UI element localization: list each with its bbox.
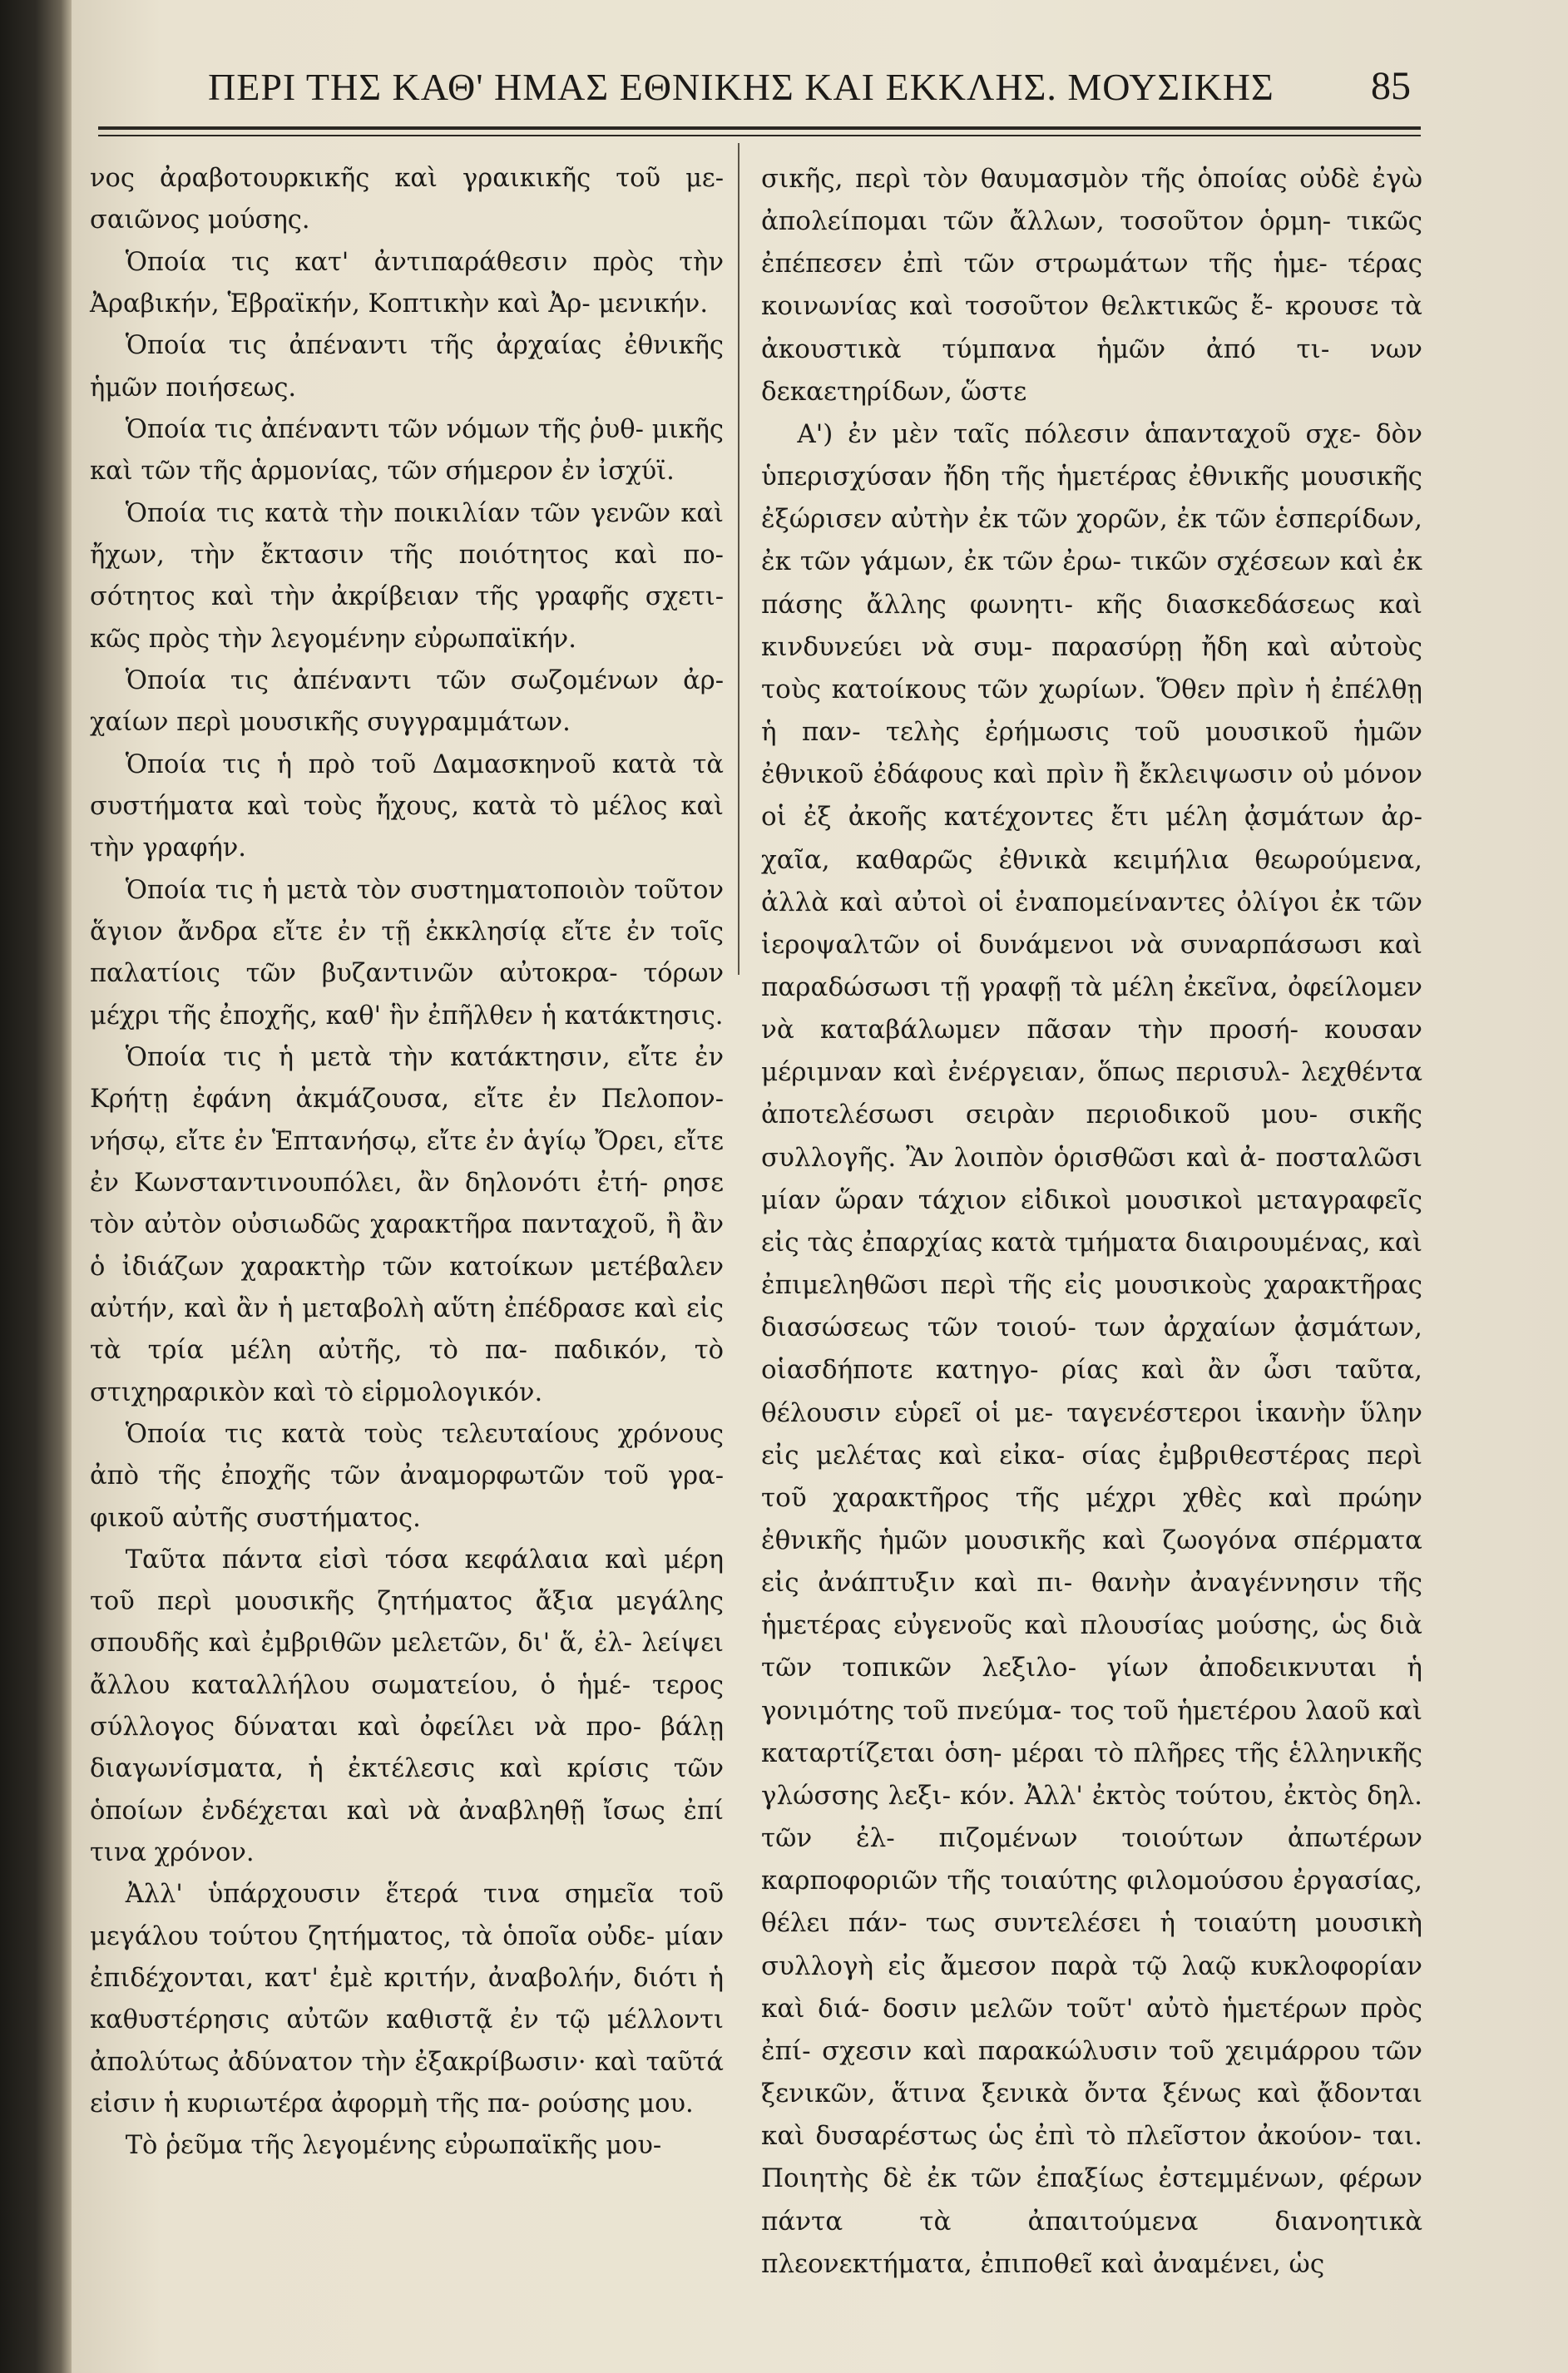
book-binding-shadow (0, 0, 72, 2373)
paragraph: Α') ἐν μὲν ταῖς πόλεσιν ἁπανταχοῦ σχε- δὸν ὑπερισχύσαν ἤδη τῆς ἡμετέρας ἐθνικῆς μουσικῆς ἐξώρισεν αὐτὴν ἐκ τῶν χορῶν, ἐκ τῶν ἑσπερίδων, ἐκ τῶν γάμων, ἐκ τῶν ἐρω- τικῶν σχέσεων καὶ ἐκ πάσης ἄλλης φωνητι- κῆς διασκεδάσεως καὶ κινδυνεύει νὰ συμ- παρασύρῃ ἤδη καὶ αὐτοὺς τοὺς κατοίκους τῶν χωρίων. Ὅθεν πρὶν ἡ ἐπέλθῃ ἡ παν- τελὴς ἐρήμωσις τοῦ μουσικοῦ ἡμῶν ἐθνικοῦ ἐδάφους καὶ πρὶν ἢ ἔκλειψωσιν οὐ μόνον οἱ ἐξ ἀκοῆς κατέχοντες ἔτι μέλη ᾀσμάτων ἀρ- χαῖα, καθαρῶς ἐθνικὰ κειμήλια θεωρούμενα, ἀλλὰ καὶ αὐτοὶ οἱ ἐναπομείναντες ὀλίγοι ἐκ τῶν ἱεροψαλτῶν οἱ δυνάμενοι νὰ συναρπάσωσι καὶ παραδώσωσι τῇ γραφῇ τὰ μέλη ἐκεῖνα, ὀφείλομεν νὰ καταβάλωμεν πᾶσαν τὴν προσή- κουσαν μέριμναν καὶ ἐνέργειαν, ὅπως περισυλ- λεχθέντα ἀποτελέσωσι σειρὰν περιοδικοῦ μου- σικῆς συλλογῆς. Ἂν λοιπὸν ὁρισθῶσι καὶ ἀ- ποσταλῶσι μίαν ὥραν τάχιον εἰδικοὶ μουσικοὶ μεταγραφεῖς εἰς τὰς ἐπαρχίας κατὰ τμήματα διαιρουμένας, καὶ ἐπιμεληθῶσι περὶ τῆς εἰς μουσικοὺς χαρακτῆρας διασώσεως τῶν τοιού- των ἀρχαίων ᾀσμάτων, οἱασδήποτε κατηγο- ρίας καὶ ἂν ὦσι ταῦτα, θέλουσιν εὑρεῖ οἱ με- ταγενέστεροι ἱκανὴν ὕλην εἰς μελέτας καὶ εἰκα- σίας ἐμβριθεστέρας περὶ τοῦ χαρακτῆρος τῆς μέχρι χθὲς καὶ πρώην ἐθνικῆς ἡμῶν μουσικῆς καὶ ζωογόνα σπέρματα εἰς ἀνάπτυξιν καὶ πι- θανὴν ἀναγέννησιν τῆς ἡμετέρας εὐγενοῦς καὶ πλουσίας μούσης, ὡς διὰ τῶν τοπικῶν λεξιλο- γίων ἀποδεικνυται ἡ γονιμότης τοῦ πνεύμα- τος τοῦ ἡμετέρου λαοῦ καὶ καταρτίζεται ὁση- μέραι τὸ πλῆρες τῆς ἑλληνικῆς γλώσσης λεξι- κόν. Ἀλλ' ἐκτὸς τούτου, ἐκτὸς δηλ. τῶν ἐλ- πιζομένων τοιούτων ἀπωτέρων καρποφοριῶν τῆς τοιαύτης φιλομούσου ἐργασίας, θέλει πάν- τως συντελέσει ἡ τοιαύτη μουσικὴ συλλογὴ εἰς ἄμεσον παρὰ τῷ λαῷ κυκλοφορίαν καὶ διά- δοσιν μελῶν τοῦτ' αὐτὸ ἡμετέρων πρὸς ἐπί- σχεσιν καὶ παρακώλυσιν τοῦ χειμάρρου τῶν ξενικῶν, ἅτινα ξενικὰ ὄντα ξένως καὶ ᾄδονται καὶ δυσαρέστως ὡς ἐπὶ τὸ πλεῖστον ἀκούον- ται. Ποιητὴς δὲ ἐκ τῶν ἐπαξίως ἐστεμμένων, φέρων πάντα τὰ ἀπαιτούμενα διανοητικὰ πλεονεκτήματα, ἐπιποθεῖ καὶ ἀναμένει, ὡς (761, 418, 1422, 2279)
page-number: 85 (1371, 64, 1411, 108)
paragraph: Ὁποία τις ἀπέναντι τῶν νόμων τῆς ῥυθ- μικῆς καὶ τῶν τῆς ἁρμονίας, τῶν σήμερον ἐν ἰσχύϊ. (90, 414, 724, 487)
paragraph: Ταῦτα πάντα εἰσὶ τόσα κεφάλαια καὶ μέρη τοῦ περὶ μουσικῆς ζητήματος ἄξια μεγάλης σπουδῆς καὶ ἐμβριθῶν μελετῶν, δι' ἅ, ἐλ- λείψει ἄλλου καταλλήλου σωματείου, ὁ ἡμέ- τερος σύλλογος δύναται καὶ ὀφείλει νὰ προ- βάλῃ διαγωνίσματα, ἡ ἐκτέλεσις καὶ κρίσις τῶν ὁποίων ἐνδέχεται καὶ νὰ ἀναβληθῇ ἴσως ἐπί τινα χρόνον. (90, 1545, 724, 1868)
paragraph: Ὁποία τις ἡ μετὰ τὴν κατάκτησιν, εἴτε ἐν Κρήτῃ ἐφάνη ἀκμάζουσα, εἴτε ἐν Πελοπον- νήσῳ, εἴτε ἐν Ἑπτανήσῳ, εἴτε ἐν ἁγίῳ Ὄρει, εἴτε ἐν Κωνσταντινουπόλει, ἂν δηλονότι ἐτή- ρησε τὸν αὐτὸν οὐσιωδῶς χαρακτῆρα πανταχοῦ, ἢ ἂν ὁ ἰδιάζων χαρακτὴρ τῶν κατοίκων μετέβαλεν αὐτήν, καὶ ἂν ἡ μεταβολὴ αὕτη ἐπέδρασε καὶ εἰς τὰ τρία μέλη αὐτῆς, τὸ πα- παδικόν, τὸ στιχηραρικὸν καὶ τὸ εἱρμολογικόν. (90, 1042, 724, 1407)
header-rule (98, 126, 1421, 130)
paragraph: Ὁποία τις ἀπέναντι τῆς ἀρχαίας ἐθνικῆς ἡμῶν ποιήσεως. (90, 331, 724, 403)
paragraph: Ὁποία τις ἡ πρὸ τοῦ Δαμασκηνοῦ κατὰ τὰ συστήματα καὶ τοὺς ἤχους, κατὰ τὸ μέλος καὶ τὴν γραφήν. (90, 749, 724, 863)
paragraph: Ὁποία τις ἡ μετὰ τὸν συστηματοποιὸν τοῦτον ἅγιον ἄνδρα εἴτε ἐν τῇ ἐκκλησίᾳ εἴτε ἐν τοῖς παλατίοις τῶν βυζαντινῶν αὐτοκρα- τόρων μέχρι τῆς ἐποχῆς, καθ' ἣν ἐπῆλθεν ἡ κατάκτησις. (90, 875, 724, 1031)
paragraph: Ὁποία τις κατὰ τὴν ποικιλίαν τῶν γενῶν καὶ ἤχων, τὴν ἔκτασιν τῆς ποιότητος καὶ πο- σότητος καὶ τὴν ἀκρίβειαν τῆς γραφῆς σχετι- κῶς πρὸς τὴν λεγομένην εὐρωπαϊκήν. (90, 498, 724, 654)
right-column (761, 158, 1422, 2286)
paragraph: Ἀλλ' ὑπάρχουσιν ἕτερά τινα σημεῖα τοῦ μεγάλου τούτου ζητήματος, τὰ ὁποῖα οὐδε- μίαν ἐπιδέχονται, κατ' ἐμὲ κριτήν, ἀναβολήν, διότι ἡ καθυστέρησις αὐτῶν καθιστᾷ ἐν τῷ μέλλοντι ἀπολύτως ἀδύνατον τὴν ἐξακρίβωσιν· καὶ ταῦτά εἰσιν ἡ κυριωτέρα ἀφορμὴ τῆς πα- ρούσης μου. (90, 1880, 724, 2119)
left-column (90, 158, 724, 2168)
paragraph: σικῆς, περὶ τὸν θαυμασμὸν τῆς ὁποίας οὐδὲ ἐγὼ ἀπολείπομαι τῶν ἄλλων, τοσοῦτον ὁρμη- τικῶς ἐπέπεσεν ἐπὶ τῶν στρωμάτων τῆς ἡμε- τέρας κοινωνίας καὶ τοσοῦτον θελκτικῶς ἔ- κρουσε τὰ ἀκουστικὰ τύμπανα ἡμῶν ἀπό τι- νων δεκαετηρίδων, ὥστε (761, 164, 1422, 407)
header-rule-thin (98, 135, 1421, 136)
column-divider (738, 143, 739, 975)
running-header-title: ΠΕΡΙ ΤΗΣ ΚΑΘ' ΗΜΑΣ ΕΘΝΙΚΗΣ ΚΑΙ ΕΚΚΛΗΣ. ΜΟΥΣΙΚΗΣ (208, 66, 1274, 108)
paragraph: Ὁποία τις ἀπέναντι τῶν σωζομένων ἀρ- χαίων περὶ μουσικῆς συγγραμμάτων. (90, 665, 724, 738)
paragraph: Ὁποία τις κατὰ τοὺς τελευταίους χρόνους ἀπὸ τῆς ἐποχῆς τῶν ἀναμορφωτῶν τοῦ γρα- φικοῦ αὐτῆς συστήματος. (90, 1419, 724, 1533)
paragraph: Ὁποία τις κατ' ἀντιπαράθεσιν πρὸς τὴν Ἀραβικήν, Ἑβραϊκήν, Κοπτικὴν καὶ Ἀρ- μενικήν. (90, 247, 724, 319)
paragraph: Τὸ ῥεῦμα τῆς λεγομένης εὐρωπαϊκῆς μου- (125, 2131, 662, 2161)
paragraph: νος ἀραβοτουρκικῆς καὶ γραικικῆς τοῦ με- σαιῶνος μούσης. (90, 164, 724, 235)
